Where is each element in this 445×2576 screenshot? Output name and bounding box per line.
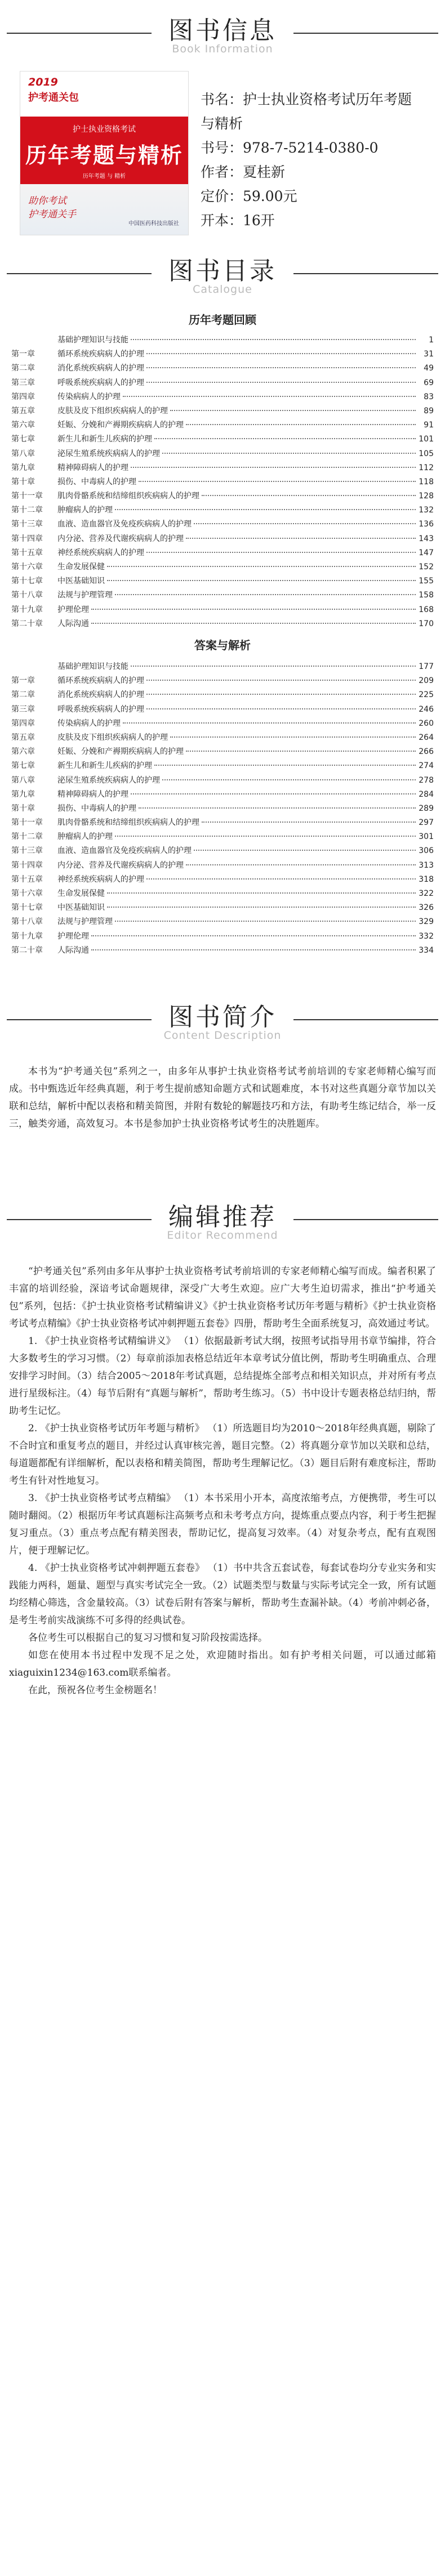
toc-chapter-number: 第十六章	[11, 889, 43, 898]
toc-row	[11, 475, 434, 489]
toc-leader-dots	[146, 708, 416, 709]
toc-chapter-number: 第二章	[11, 690, 35, 700]
toc-chapter-title: 精神障碍病人的护理	[57, 463, 128, 472]
toc-row	[11, 517, 434, 532]
toc-chapter-title: 精神障碍病人的护理	[57, 789, 128, 799]
toc-row	[11, 759, 434, 773]
toc-chapter-title: 泌尿生殖系统疾病病人的护理	[57, 775, 160, 785]
toc-chapter-title: 血液、造血器官及免疫疾病病人的护理	[57, 846, 192, 856]
toc-chapter-title: 内分泌、营养及代谢疾病病人的护理	[57, 534, 184, 543]
toc-row	[11, 802, 434, 816]
toc-row	[11, 774, 434, 788]
toc-chapter-title: 人际沟通	[57, 945, 89, 955]
toc-leader-dots	[162, 453, 416, 454]
toc-leader-dots	[146, 552, 416, 553]
toc-chapter-number: 第十三章	[11, 846, 43, 856]
toc-row	[11, 432, 434, 447]
toc-chapter-title: 消化系统疾病病人的护理	[57, 690, 144, 700]
toc-leader-dots	[186, 424, 416, 425]
paragraph: 2. 《护士执业资格考试历年考题与精析》 （1）所选题目均为2010～2018年经典真题，剔除了不合时宜和重复考点的题目，并经过认真审核完善，题目完整。（2）将真题分章节加以关联和总结，每道题都配有详细解析，配以表格和精美简图，帮助考生理解记忆。（3）题目后附有难度标注，帮助考生有针对性地复习。	[9, 1423, 436, 1486]
toc-leader-dots	[131, 666, 416, 667]
toc-row	[11, 546, 434, 560]
toc-page-number: 105	[419, 449, 434, 458]
toc-chapter-title: 妊娠、分娩和产褥期疾病病人的护理	[57, 747, 184, 757]
toc-page-number: 284	[419, 789, 434, 799]
toc-leader-dots	[186, 751, 416, 752]
cover-small-title: 历年考题 与 精析	[82, 173, 126, 180]
paragraph: 在此，预祝各位考生金榜题名！	[28, 1685, 162, 1696]
toc-leader-dots	[202, 495, 416, 496]
toc-chapter-title: 肿瘤病人的护理	[57, 506, 113, 515]
toc-page-number: 266	[419, 747, 434, 757]
section-subtitle: Editor Recommend	[167, 1229, 278, 1242]
toc-chapter-number: 第七章	[11, 761, 35, 771]
section-title: 图书信息	[152, 16, 293, 45]
toc-chapter-title: 循环系统疾病病人的护理	[57, 676, 144, 686]
book-info-list	[201, 87, 437, 233]
toc-chapter-title: 呼吸系统疾病病人的护理	[57, 704, 144, 714]
toc-page-number: 49	[424, 364, 434, 373]
toc-chapter-title: 肿瘤病人的护理	[57, 832, 113, 842]
toc-row	[11, 887, 434, 901]
toc-chapter-title: 传染病病人的护理	[57, 392, 121, 401]
toc-row	[11, 901, 434, 915]
book-isbn: 书号：978-7-5214-0380-0	[201, 140, 379, 156]
toc-chapter-number: 第九章	[11, 463, 35, 472]
cover-slogan-2: 护考通关手	[28, 209, 76, 220]
section-subtitle: Book Information	[172, 43, 273, 55]
toc-chapter-number: 第六章	[11, 747, 35, 757]
toc-row	[11, 574, 434, 588]
toc-chapter-number: 第八章	[11, 449, 35, 458]
toc-leader-dots	[186, 864, 416, 865]
toc-leader-dots	[146, 353, 416, 354]
toc-chapter-number: 第四章	[11, 718, 35, 728]
toc-row	[11, 915, 434, 929]
toc-leader-dots	[139, 481, 416, 482]
toc-row	[11, 674, 434, 688]
toc-row	[11, 603, 434, 617]
book-cover	[20, 71, 189, 235]
toc-row	[11, 703, 434, 717]
toc-page-number: 155	[419, 577, 434, 586]
toc-page-number: 313	[419, 860, 434, 870]
toc-part1-list	[11, 333, 434, 631]
toc-chapter-title: 泌尿生殖系统疾病病人的护理	[57, 449, 160, 458]
section-title: 编辑推荐	[152, 1203, 293, 1231]
toc-chapter-number: 第一章	[11, 350, 35, 359]
section-title: 图书目录	[152, 257, 293, 285]
paragraph: 本书为“护考通关包”系列之一，由多年从事护士执业资格考试考前培训的专家老师精心编写而成。书中甄选近年经典真题，利于考生提前感知命题方式和试题难度，本书对这些真题分章节加以关联和总结，解析中配以表格和精美简图，并附有数轮的解题技巧和方法，有助考生练记结合，举一反三，触类旁通，高效复习。本书是参加护士执业资格考试考生的决胜题库。	[9, 1066, 436, 1129]
toc-leader-dots	[91, 609, 416, 610]
toc-leader-dots	[91, 949, 416, 950]
toc-chapter-title: 神经系统疾病病人的护理	[57, 874, 144, 884]
toc-chapter-number: 第二十章	[11, 619, 43, 628]
toc-page-number: 158	[419, 591, 434, 600]
toc-leader-dots	[131, 467, 416, 468]
toc-row	[11, 745, 434, 759]
toc-chapter-title: 皮肤及皮下组织疾病病人的护理	[57, 406, 168, 416]
toc-page-number: 318	[419, 874, 434, 884]
toc-chapter-number: 第七章	[11, 435, 35, 444]
toc-page-number: 128	[419, 492, 434, 501]
toc-chapter-title: 基础护理知识与技能	[57, 662, 128, 671]
toc-row	[11, 688, 434, 702]
toc-row	[11, 717, 434, 731]
section-header-description	[0, 997, 445, 1047]
toc-leader-dots	[91, 935, 416, 936]
toc-page-number: 246	[419, 704, 434, 714]
toc-chapter-title: 肌肉骨骼系统和结缔组织疾病病人的护理	[57, 818, 199, 828]
cover-title-band	[20, 117, 188, 184]
toc-page-number: 91	[424, 421, 434, 430]
cover-title: 历年考题与精析	[25, 143, 183, 168]
book-author: 作者：夏桂新	[201, 164, 286, 180]
toc-page-number: 209	[419, 676, 434, 686]
toc-row	[11, 844, 434, 858]
toc-leader-dots	[186, 538, 416, 539]
toc-leader-dots	[202, 822, 416, 823]
toc-row	[11, 418, 434, 432]
toc-page-number: 334	[419, 945, 434, 955]
toc-page-number: 31	[424, 350, 434, 359]
toc-part1-title: 历年考题回顾	[189, 313, 256, 327]
toc-chapter-number: 第十章	[11, 803, 35, 813]
toc-leader-dots	[154, 438, 416, 439]
book-title: 书名：护士执业资格考试历年考题	[201, 91, 412, 108]
toc-row	[11, 333, 434, 347]
toc-page-number: 1	[429, 336, 434, 345]
toc-page-number: 260	[419, 718, 434, 728]
toc-chapter-number: 第一章	[11, 676, 35, 686]
toc-chapter-number: 第三章	[11, 704, 35, 714]
toc-row	[11, 830, 434, 844]
toc-page-number: 322	[419, 889, 434, 898]
toc-row	[11, 660, 434, 674]
toc-page-number: 143	[419, 534, 434, 543]
paragraph: 各位考生可以根据自己的复习习惯和复习阶段按需选择。	[28, 1632, 268, 1644]
section-title: 图书简介	[152, 1003, 293, 1032]
toc-chapter-number: 第十五章	[11, 874, 43, 884]
toc-chapter-number: 第十四章	[11, 860, 43, 870]
cover-series: 护考通关包	[28, 92, 79, 104]
toc-page-number: 274	[419, 761, 434, 771]
toc-chapter-title: 法规与护理管理	[57, 917, 113, 927]
toc-chapter-title: 基础护理知识与技能	[57, 336, 128, 345]
toc-row	[11, 532, 434, 546]
toc-page-number: 152	[419, 562, 434, 572]
toc-page-number: 306	[419, 846, 434, 856]
toc-page-number: 147	[419, 548, 434, 557]
toc-chapter-number: 第十章	[11, 477, 35, 486]
toc-page-number: 118	[419, 477, 434, 486]
toc-leader-dots	[123, 396, 416, 397]
cover-subtitle: 护士执业资格考试	[73, 125, 136, 134]
toc-chapter-title: 呼吸系统疾病病人的护理	[57, 378, 144, 387]
toc-leader-dots	[162, 779, 416, 780]
toc-row	[11, 503, 434, 517]
toc-row	[11, 873, 434, 887]
toc-chapter-title: 消化系统疾病病人的护理	[57, 364, 144, 373]
toc-chapter-title: 生命发展保健	[57, 562, 105, 572]
toc-chapter-number: 第三章	[11, 378, 35, 387]
toc-leader-dots	[91, 623, 416, 624]
toc-page-number: 101	[419, 435, 434, 444]
toc-page-number: 329	[419, 917, 434, 927]
toc-leader-dots	[194, 523, 416, 524]
paragraph: 3. 《护士执业资格考试考点精编》 （1）本书采用小开本，高度浓缩考点，方便携带，考生可以随时翻阅。（2）根据历年考试真题标注高频考点和未考考点方向，提炼重点要点内容，利于考生把握复习重点。（3）重点考点配有精美图表，帮助记忆，提高复习效率。（4）对复杂考点，配有直观图片，便于理解记忆。	[9, 1493, 436, 1556]
toc-page-number: 301	[419, 832, 434, 842]
toc-page-number: 170	[419, 619, 434, 628]
toc-chapter-title: 损伤、中毒病人的护理	[57, 803, 136, 813]
toc-chapter-title: 妊娠、分娩和产褥期疾病病人的护理	[57, 421, 184, 430]
toc-page-number: 83	[424, 392, 434, 401]
toc-page-number: 264	[419, 733, 434, 742]
toc-leader-dots	[131, 793, 416, 794]
toc-chapter-number: 第五章	[11, 406, 35, 416]
section-subtitle: Catalogue	[193, 283, 252, 296]
toc-leader-dots	[115, 509, 416, 510]
toc-leader-dots	[107, 580, 416, 581]
toc-page-number: 112	[419, 463, 434, 472]
toc-chapter-number: 第十八章	[11, 591, 43, 600]
toc-chapter-number: 第十九章	[11, 605, 43, 614]
toc-chapter-number: 第十五章	[11, 548, 43, 557]
toc-leader-dots	[170, 736, 416, 738]
toc-chapter-title: 新生儿和新生儿疾病的护理	[57, 761, 152, 771]
toc-page-number: 136	[419, 520, 434, 529]
toc-leader-dots	[170, 410, 416, 411]
toc-chapter-number: 第四章	[11, 392, 35, 401]
toc-row	[11, 944, 434, 958]
cover-publisher: 中国医药科技出版社	[128, 221, 179, 227]
toc-leader-dots	[194, 850, 416, 851]
toc-chapter-number: 第十二章	[11, 506, 43, 515]
toc-row	[11, 447, 434, 461]
toc-row	[11, 930, 434, 944]
book-price: 定价：59.00元	[201, 188, 297, 204]
toc-chapter-number: 第六章	[11, 421, 35, 430]
toc-page-number: 89	[424, 406, 434, 416]
toc-page-number: 297	[419, 818, 434, 828]
cover-slogan-1: 助你考试	[28, 195, 66, 207]
toc-chapter-title: 循环系统疾病病人的护理	[57, 350, 144, 359]
toc-page-number: 289	[419, 803, 434, 813]
toc-chapter-number: 第十七章	[11, 577, 43, 586]
toc-chapter-number: 第十一章	[11, 492, 43, 501]
toc-row	[11, 347, 434, 361]
toc-row	[11, 788, 434, 802]
toc-chapter-number: 第五章	[11, 733, 35, 742]
toc-row	[11, 361, 434, 376]
toc-leader-dots	[146, 367, 416, 368]
toc-page-number: 332	[419, 931, 434, 941]
toc-leader-dots	[115, 921, 416, 922]
toc-chapter-number: 第十八章	[11, 917, 43, 927]
toc-leader-dots	[131, 339, 416, 340]
toc-page-number: 326	[419, 903, 434, 913]
toc-leader-dots	[146, 878, 416, 879]
toc-leader-dots	[115, 836, 416, 837]
toc-chapter-number: 第八章	[11, 775, 35, 785]
book-format: 开本：16开	[201, 212, 275, 229]
toc-page-number: 225	[419, 690, 434, 700]
toc-row	[11, 489, 434, 503]
toc-chapter-title: 护理伦理	[57, 605, 89, 614]
toc-row	[11, 376, 434, 390]
toc-row	[11, 816, 434, 830]
toc-leader-dots	[107, 907, 416, 908]
toc-leader-dots	[115, 594, 416, 595]
toc-leader-dots	[154, 765, 416, 766]
toc-leader-dots	[146, 694, 416, 695]
toc-part2-title: 答案与解析	[194, 639, 251, 652]
toc-leader-dots	[107, 892, 416, 894]
toc-chapter-title: 皮肤及皮下组织疾病病人的护理	[57, 733, 168, 742]
cover-year: 2019	[28, 76, 58, 88]
toc-chapter-number: 第二章	[11, 364, 35, 373]
toc-chapter-title: 护理伦理	[57, 931, 89, 941]
toc-chapter-title: 内分泌、营养及代谢疾病病人的护理	[57, 860, 184, 870]
toc-part2-list	[11, 660, 434, 958]
toc-chapter-number: 第十一章	[11, 818, 43, 828]
recommend-text	[9, 1263, 436, 1699]
section-header-book-info	[0, 10, 445, 61]
toc-chapter-number: 第九章	[11, 789, 35, 799]
toc-page-number: 168	[419, 605, 434, 614]
toc-chapter-title: 肌肉骨骼系统和结缔组织疾病病人的护理	[57, 492, 199, 501]
toc-chapter-number: 第十九章	[11, 931, 43, 941]
description-text	[9, 1063, 436, 1133]
section-header-catalogue	[0, 251, 445, 301]
toc-chapter-number: 第十六章	[11, 562, 43, 572]
toc-row	[11, 461, 434, 475]
book-title-cont: 与精析	[201, 115, 243, 132]
toc-leader-dots	[107, 566, 416, 567]
toc-chapter-number: 第十四章	[11, 534, 43, 543]
toc-row	[11, 617, 434, 631]
toc-row	[11, 859, 434, 873]
toc-chapter-title: 法规与护理管理	[57, 591, 113, 600]
toc-leader-dots	[146, 680, 416, 681]
section-subtitle: Content Description	[163, 1029, 282, 1042]
paragraph: “护考通关包”系列由多年从事护士执业资格考试考前培训的专家老师精心编写而成。编者积累了丰富的培训经验，深谙考试命题规律，深受广大考生欢迎。应广大考生迫切需求，推出“护考通关包”系列，包括：《护士执业资格考试精编讲义》《护士执业资格考试历年考题与精析》《护士执业资格考试考点精编》《护士执业资格考试冲刺押题五套卷》四册，帮助考生全面系统复习，高效通过考试。	[9, 1266, 436, 1329]
toc-leader-dots	[146, 382, 416, 383]
paragraph: 如您在使用本书过程中发现不足之处，欢迎随时指出。如有护考相关问题，可以通过邮箱xiaguixin1234@163.com联系编者。	[9, 1650, 436, 1678]
toc-chapter-title: 中医基础知识	[57, 577, 105, 586]
toc-chapter-title: 神经系统疾病病人的护理	[57, 548, 144, 557]
paragraph: 4. 《护士执业资格考试冲刺押题五套卷》 （1）书中共含五套试卷，每套试卷均分专业实务和实践能力两科，题量、题型与真实考试完全一致。（2）试题类型与数量与实际考试完全一致，所有试题均经精心筛选，含金量较高。（3）试卷后附有答案与解析，帮助考生查漏补缺。（4）考前冲刺必备，是考生考前实战演练不可多得的经典试卷。	[9, 1562, 436, 1626]
toc-chapter-title: 血液、造血器官及免疫疾病病人的护理	[57, 520, 192, 529]
toc-row	[11, 404, 434, 418]
toc-row	[11, 390, 434, 404]
toc-page-number: 278	[419, 775, 434, 785]
toc-chapter-title: 中医基础知识	[57, 903, 105, 913]
toc-chapter-number: 第十二章	[11, 832, 43, 842]
toc-chapter-title: 人际沟通	[57, 619, 89, 628]
toc-page-number: 177	[419, 662, 434, 671]
toc-leader-dots	[123, 722, 416, 724]
toc-row	[11, 560, 434, 574]
toc-chapter-title: 生命发展保健	[57, 889, 105, 898]
toc-leader-dots	[139, 807, 416, 809]
section-header-recommend	[0, 1197, 445, 1247]
toc-chapter-title: 损伤、中毒病人的护理	[57, 477, 136, 486]
toc-chapter-number: 第十三章	[11, 520, 43, 529]
toc-chapter-title: 新生儿和新生儿疾病的护理	[57, 435, 152, 444]
toc-row	[11, 731, 434, 745]
toc-chapter-number: 第二十章	[11, 945, 43, 955]
toc-chapter-number: 第十七章	[11, 903, 43, 913]
toc-row	[11, 588, 434, 602]
paragraph: 1. 《护士执业资格考试精编讲义》 （1）依据最新考试大纲，按照考试指导用书章节编排，符合大多数考生的学习习惯。（2）每章前添加表格总结近年本章考试分值比例，帮助考生明确重点、合理安排学习时间。（3）结合2005～2018年考试真题，总结提炼全部考点和相关知识点，并对所有考点进行星级标注。（4）每节后附有“真题与解析”，帮助考生练习。（5）书中设计专题表格总结归纳，帮助考生记忆。	[9, 1336, 436, 1417]
toc-page-number: 69	[424, 378, 434, 387]
toc-page-number: 132	[419, 506, 434, 515]
toc-chapter-title: 传染病病人的护理	[57, 718, 121, 728]
